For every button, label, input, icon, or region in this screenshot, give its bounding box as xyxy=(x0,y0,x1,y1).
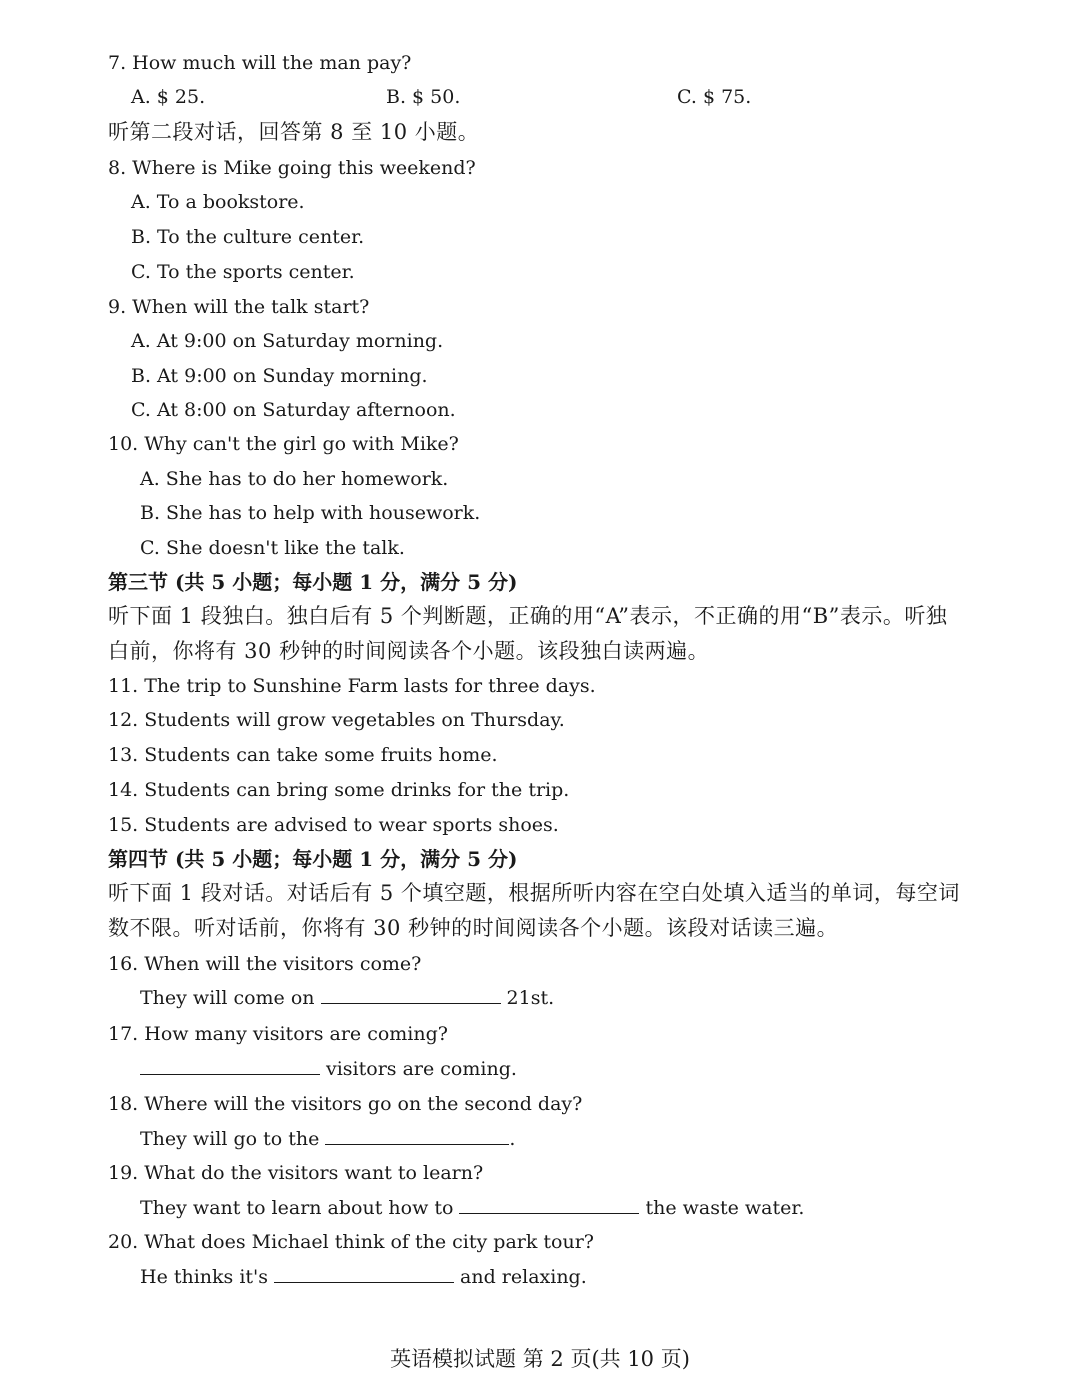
statement-12: 12. Students will grow vegetables on Thursday. xyxy=(108,709,565,731)
section-3-heading: 第三节 (共 5 小题；每小题 1 分，满分 5 分) xyxy=(108,570,518,594)
section-3-instruction-line-2: 白前，你将有 30 秒钟的时间阅读各个小题。该段独白读两遍。 xyxy=(108,639,710,663)
q18-text-after: . xyxy=(509,1128,516,1150)
q17-text-after: visitors are coming. xyxy=(326,1058,517,1080)
q19-text-after: the waste water. xyxy=(645,1197,805,1219)
statement-14: 14. Students can bring some drinks for the trip. xyxy=(108,779,570,801)
q16-text-after: 21st. xyxy=(506,987,555,1009)
q18-answer-line xyxy=(140,1126,515,1152)
q16-blank[interactable] xyxy=(321,985,501,1004)
question-20: 20. What does Michael think of the city park tour? xyxy=(108,1231,594,1253)
q10-option-c: C. She doesn't like the talk. xyxy=(140,537,405,559)
q19-text-before: They want to learn about how to xyxy=(140,1197,454,1219)
question-7: 7. How much will the man pay? xyxy=(108,52,412,74)
q20-text-before: He thinks it's xyxy=(140,1266,269,1288)
q7-option-c: C. $ 75. xyxy=(677,86,752,108)
section-4-instruction-line-1: 听下面 1 段对话。对话后有 5 个填空题，根据所听内容在空白处填入适当的单词，每空词 xyxy=(108,881,960,905)
question-8: 8. Where is Mike going this weekend? xyxy=(108,157,476,179)
question-10: 10. Why can't the girl go with Mike? xyxy=(108,433,459,455)
q18-blank[interactable] xyxy=(325,1126,509,1145)
q8-option-c: C. To the sports center. xyxy=(131,261,355,283)
statement-13: 13. Students can take some fruits home. xyxy=(108,744,498,766)
q17-answer-line xyxy=(134,1056,517,1082)
q9-option-a: A. At 9:00 on Saturday morning. xyxy=(131,330,444,352)
q10-option-b: B. She has to help with housework. xyxy=(140,502,481,524)
q9-option-c: C. At 8:00 on Saturday afternoon. xyxy=(131,399,456,421)
q20-blank[interactable] xyxy=(274,1264,454,1283)
q16-text-before: They will come on xyxy=(140,987,315,1009)
section-3-instruction-line-1: 听下面 1 段独白。独白后有 5 个判断题，正确的用“A”表示，不正确的用“B”表示。听独 xyxy=(108,604,948,628)
q20-text-after: and relaxing. xyxy=(460,1266,587,1288)
page-footer: 英语模拟试题 第 2 页(共 10 页) xyxy=(390,1347,690,1371)
q9-option-b: B. At 9:00 on Sunday morning. xyxy=(131,365,428,387)
q19-blank[interactable] xyxy=(459,1195,639,1214)
q20-answer-line xyxy=(140,1264,587,1290)
question-16: 16. When will the visitors come? xyxy=(108,953,422,975)
q16-answer-line xyxy=(140,985,554,1011)
question-17: 17. How many visitors are coming? xyxy=(108,1023,448,1045)
question-9: 9. When will the talk start? xyxy=(108,296,370,318)
question-18: 18. Where will the visitors go on the second day? xyxy=(108,1093,583,1115)
statement-11: 11. The trip to Sunshine Farm lasts for three days. xyxy=(108,675,596,697)
q7-option-a: A. $ 25. xyxy=(131,86,206,108)
q8-option-a: A. To a bookstore. xyxy=(131,191,305,213)
q17-blank[interactable] xyxy=(140,1056,320,1075)
q10-option-a: A. She has to do her homework. xyxy=(140,468,449,490)
section-4-heading: 第四节 (共 5 小题；每小题 1 分，满分 5 分) xyxy=(108,847,518,871)
question-19: 19. What do the visitors want to learn? xyxy=(108,1162,484,1184)
q8-option-b: B. To the culture center. xyxy=(131,226,365,248)
section-4-instruction-line-2: 数不限。听对话前，你将有 30 秒钟的时间阅读各个小题。该段对话读三遍。 xyxy=(108,916,839,940)
statement-15: 15. Students are advised to wear sports shoes. xyxy=(108,814,559,836)
q7-option-b: B. $ 50. xyxy=(386,86,461,108)
q18-text-before: They will go to the xyxy=(140,1128,320,1150)
q19-answer-line xyxy=(140,1195,804,1221)
instruction-dialogue-2: 听第二段对话，回答第 8 至 10 小题。 xyxy=(108,120,480,144)
